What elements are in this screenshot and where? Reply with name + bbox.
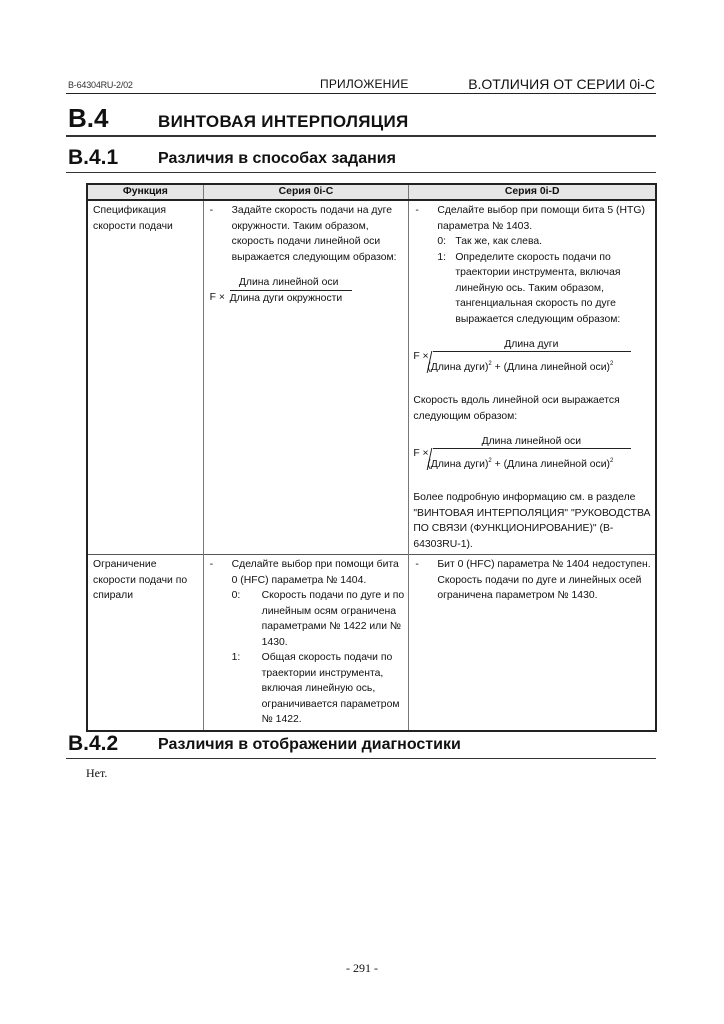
formula-prefix: F × xyxy=(413,448,429,459)
cell-series-d xyxy=(409,200,656,555)
option-key: 1: xyxy=(437,251,446,263)
cell-text: Задайте скорость подачи на дуге окружности. Таким образом, скорость подачи линейной оси выражается следующим образом: xyxy=(231,205,397,263)
bullet-dash: - xyxy=(415,559,419,570)
option-text: Общая скорость подачи по траектории инструмента, включая линейную ось, ограничивается параметром № 1422. xyxy=(261,652,400,725)
option-key: 0: xyxy=(437,236,446,247)
formula-tangential xyxy=(413,337,651,385)
formula-denominator: (Длина дуги)$^2$ + (Длина линейной оси)$^2$ xyxy=(427,361,614,373)
bullet-dash: - xyxy=(415,205,419,216)
option-key: 1: xyxy=(231,652,241,663)
formula-linear xyxy=(413,434,651,482)
doc-code: B-64304RU-2/02 xyxy=(68,80,133,90)
formula-denominator: Длина дуги окружности xyxy=(229,293,343,304)
option-1 xyxy=(437,250,651,328)
table-header-row xyxy=(87,184,656,200)
col-header-series-c: Серия 0i-C xyxy=(203,184,409,200)
formula-prefix: F × xyxy=(209,292,225,303)
running-header xyxy=(66,77,656,94)
formula-feed-linear xyxy=(208,275,405,321)
heading-title: ВИНТОВАЯ ИНТЕРПОЛЯЦИЯ xyxy=(158,112,409,131)
page-number: - 291 - xyxy=(346,961,378,975)
section-label: ПРИЛОЖЕНИЕ xyxy=(320,77,409,91)
differences-table xyxy=(86,183,657,732)
option-text: Определите скорость подачи по траектории инструмента, включая линейную ось. Таким образом, тангенциальная скорость по дуге выражается следующим образом: xyxy=(455,251,621,325)
option-key: 0: xyxy=(231,590,241,601)
option-text: Скорость подачи по дуге и по линейным осям ограничена параметрами № 1422 или № 1430. xyxy=(261,590,405,648)
option-0 xyxy=(232,588,405,650)
table-row xyxy=(87,555,656,731)
formula-denominator: (Длина дуги)$^2$ + (Длина линейной оси)$^2$ xyxy=(427,458,614,470)
cell-series-c xyxy=(203,555,409,731)
cell-text: Скорость вдоль линейной оси выражается следующим образом: xyxy=(413,395,620,422)
heading-title: Различия в отображении диагностики xyxy=(158,736,461,753)
formula-numerator: Длина дуги xyxy=(504,339,559,350)
table-row xyxy=(87,200,656,555)
col-header-series-d: Серия 0i-D xyxy=(409,184,656,200)
bullet-dash: - xyxy=(209,205,214,216)
cell-text: Бит 0 (HFC) параметра № 1404 недоступен. xyxy=(437,559,651,570)
heading-b41 xyxy=(66,146,656,173)
heading-title: Различия в способах задания xyxy=(158,150,396,167)
col-header-function: Функция xyxy=(87,184,203,200)
formula-numerator: Длина линейной оси xyxy=(238,277,339,288)
cell-function: Спецификация скорости подачи xyxy=(93,205,173,232)
heading-number: B.4 xyxy=(68,103,109,133)
bullet-dash: - xyxy=(209,559,214,570)
option-0 xyxy=(437,234,651,250)
cell-series-c xyxy=(203,200,409,555)
fraction-bar xyxy=(433,448,631,449)
formula-numerator: Длина линейной оси xyxy=(481,436,582,447)
cell-text: Сделайте выбор при помощи бита 0 (HFC) параметра № 1404. xyxy=(231,559,399,586)
heading-b4 xyxy=(66,105,656,137)
fraction-bar xyxy=(433,351,631,352)
reference-text: Более подробную информацию см. в разделе "ВИНТОВАЯ ИНТЕРПОЛЯЦИЯ" "РУКОВОДСТВА ПО СВЯЗИ (ФУНКЦИОНИРОВАНИЕ)" (B-64303RU-1). xyxy=(413,492,651,550)
option-1 xyxy=(232,650,405,728)
cell-text: Сделайте выбор при помощи бита 5 (HTG) параметра № 1403. xyxy=(437,205,645,232)
heading-b42 xyxy=(66,732,656,759)
option-text: Так же, как слева. xyxy=(455,236,543,247)
b42-body-text: Нет. xyxy=(86,766,108,780)
cell-text: Скорость подачи по дуге и линейных осей ограничена параметром № 1430. xyxy=(437,574,642,601)
chapter-label: B.ОТЛИЧИЯ ОТ СЕРИИ 0i-C xyxy=(468,76,655,92)
heading-number: B.4.2 xyxy=(68,732,119,755)
cell-function: Ограничение скорости подачи по спирали xyxy=(87,555,203,731)
formula-prefix: F × xyxy=(413,351,429,362)
cell-series-d xyxy=(409,555,656,731)
heading-number: B.4.1 xyxy=(68,146,119,169)
